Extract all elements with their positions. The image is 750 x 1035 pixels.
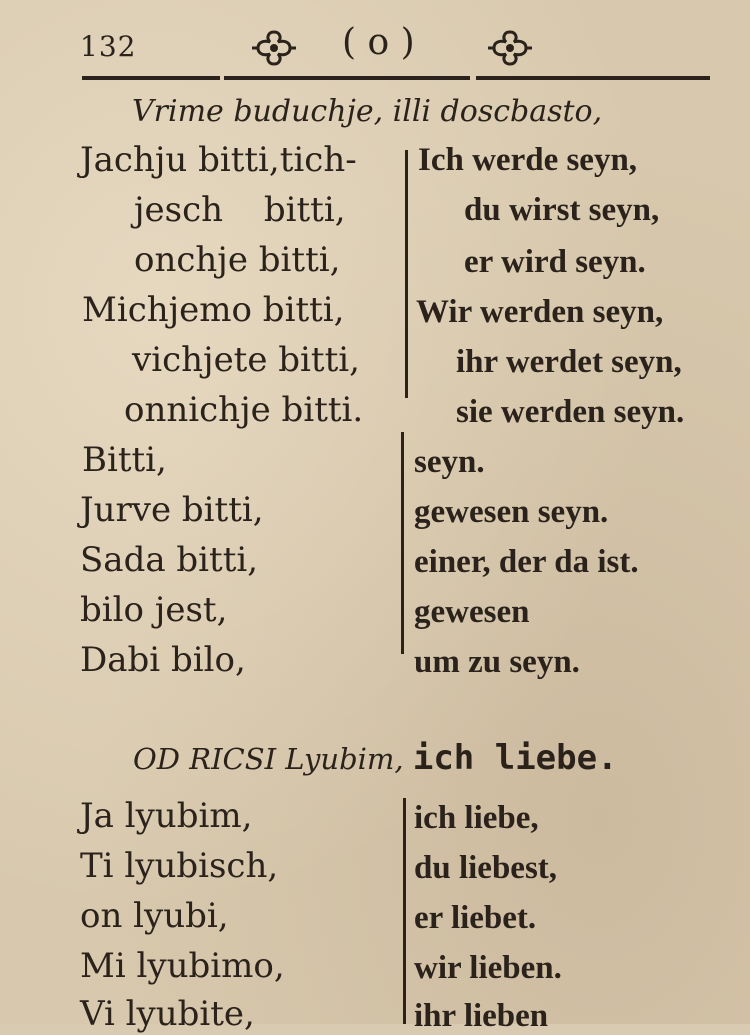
- latin-line: vichjete bitti,: [132, 340, 360, 380]
- german-line: du liebest,: [414, 850, 558, 886]
- latin-line: on lyubi,: [80, 896, 229, 936]
- column-divider: [405, 150, 408, 398]
- signature-mark: ( o ): [342, 22, 415, 63]
- page-header: [80, 22, 710, 82]
- latin-line: Vi lyubite,: [80, 994, 255, 1034]
- page-number: 132: [80, 30, 137, 63]
- latin-line: Jurve bitti,: [80, 490, 264, 530]
- fleuron-ornament-icon: [248, 28, 300, 68]
- header-rule: [82, 76, 220, 80]
- latin-line: jesch bitti,: [134, 190, 346, 230]
- column-divider: [401, 432, 404, 654]
- german-line: um zu seyn.: [414, 644, 580, 680]
- german-line: Ich werde seyn,: [418, 142, 638, 178]
- section-heading-verb-love: [133, 738, 618, 778]
- german-line: gewesen: [414, 594, 530, 630]
- german-line: wir lieben.: [414, 950, 562, 986]
- column-divider: [403, 798, 406, 1024]
- german-line: ihr werdet seyn,: [456, 344, 682, 380]
- header-rule: [476, 76, 710, 80]
- german-line: gewesen seyn.: [414, 494, 609, 530]
- fleuron-ornament-icon: [484, 28, 536, 68]
- latin-line: Dabi bilo,: [80, 640, 246, 680]
- header-rule: [224, 76, 470, 80]
- german-line: sie werden seyn.: [456, 394, 685, 430]
- latin-line: Ti lyubisch,: [80, 846, 279, 886]
- latin-line: onchje bitti,: [134, 240, 341, 280]
- german-line: er wird seyn.: [464, 244, 646, 280]
- german-line: er liebet.: [414, 900, 537, 936]
- heading-german: ich liebe.: [412, 738, 618, 778]
- latin-line: Bitti,: [82, 440, 167, 480]
- latin-line: Mi lyubimo,: [80, 946, 285, 986]
- german-line: Wir werden seyn,: [416, 294, 664, 330]
- latin-line: Sada bitti,: [80, 540, 259, 580]
- latin-line: bilo jest,: [80, 590, 228, 630]
- german-line: seyn.: [414, 444, 485, 480]
- section-heading-future-tense: Vrime buduchje, illi doscbasto,: [132, 94, 603, 129]
- german-line: du wirst seyn,: [464, 192, 660, 228]
- latin-line: Michjemo bitti,: [82, 290, 345, 330]
- german-line: ich liebe,: [414, 800, 539, 836]
- german-line: ihr lieben: [414, 998, 549, 1034]
- latin-line: Ja lyubim,: [80, 796, 253, 836]
- latin-line: Jachju bitti,tich-: [80, 140, 357, 180]
- german-line: einer, der da ist.: [414, 544, 639, 580]
- heading-latin: OD RICSI Lyubim,: [133, 742, 404, 776]
- latin-line: onnichje bitti.: [124, 390, 364, 430]
